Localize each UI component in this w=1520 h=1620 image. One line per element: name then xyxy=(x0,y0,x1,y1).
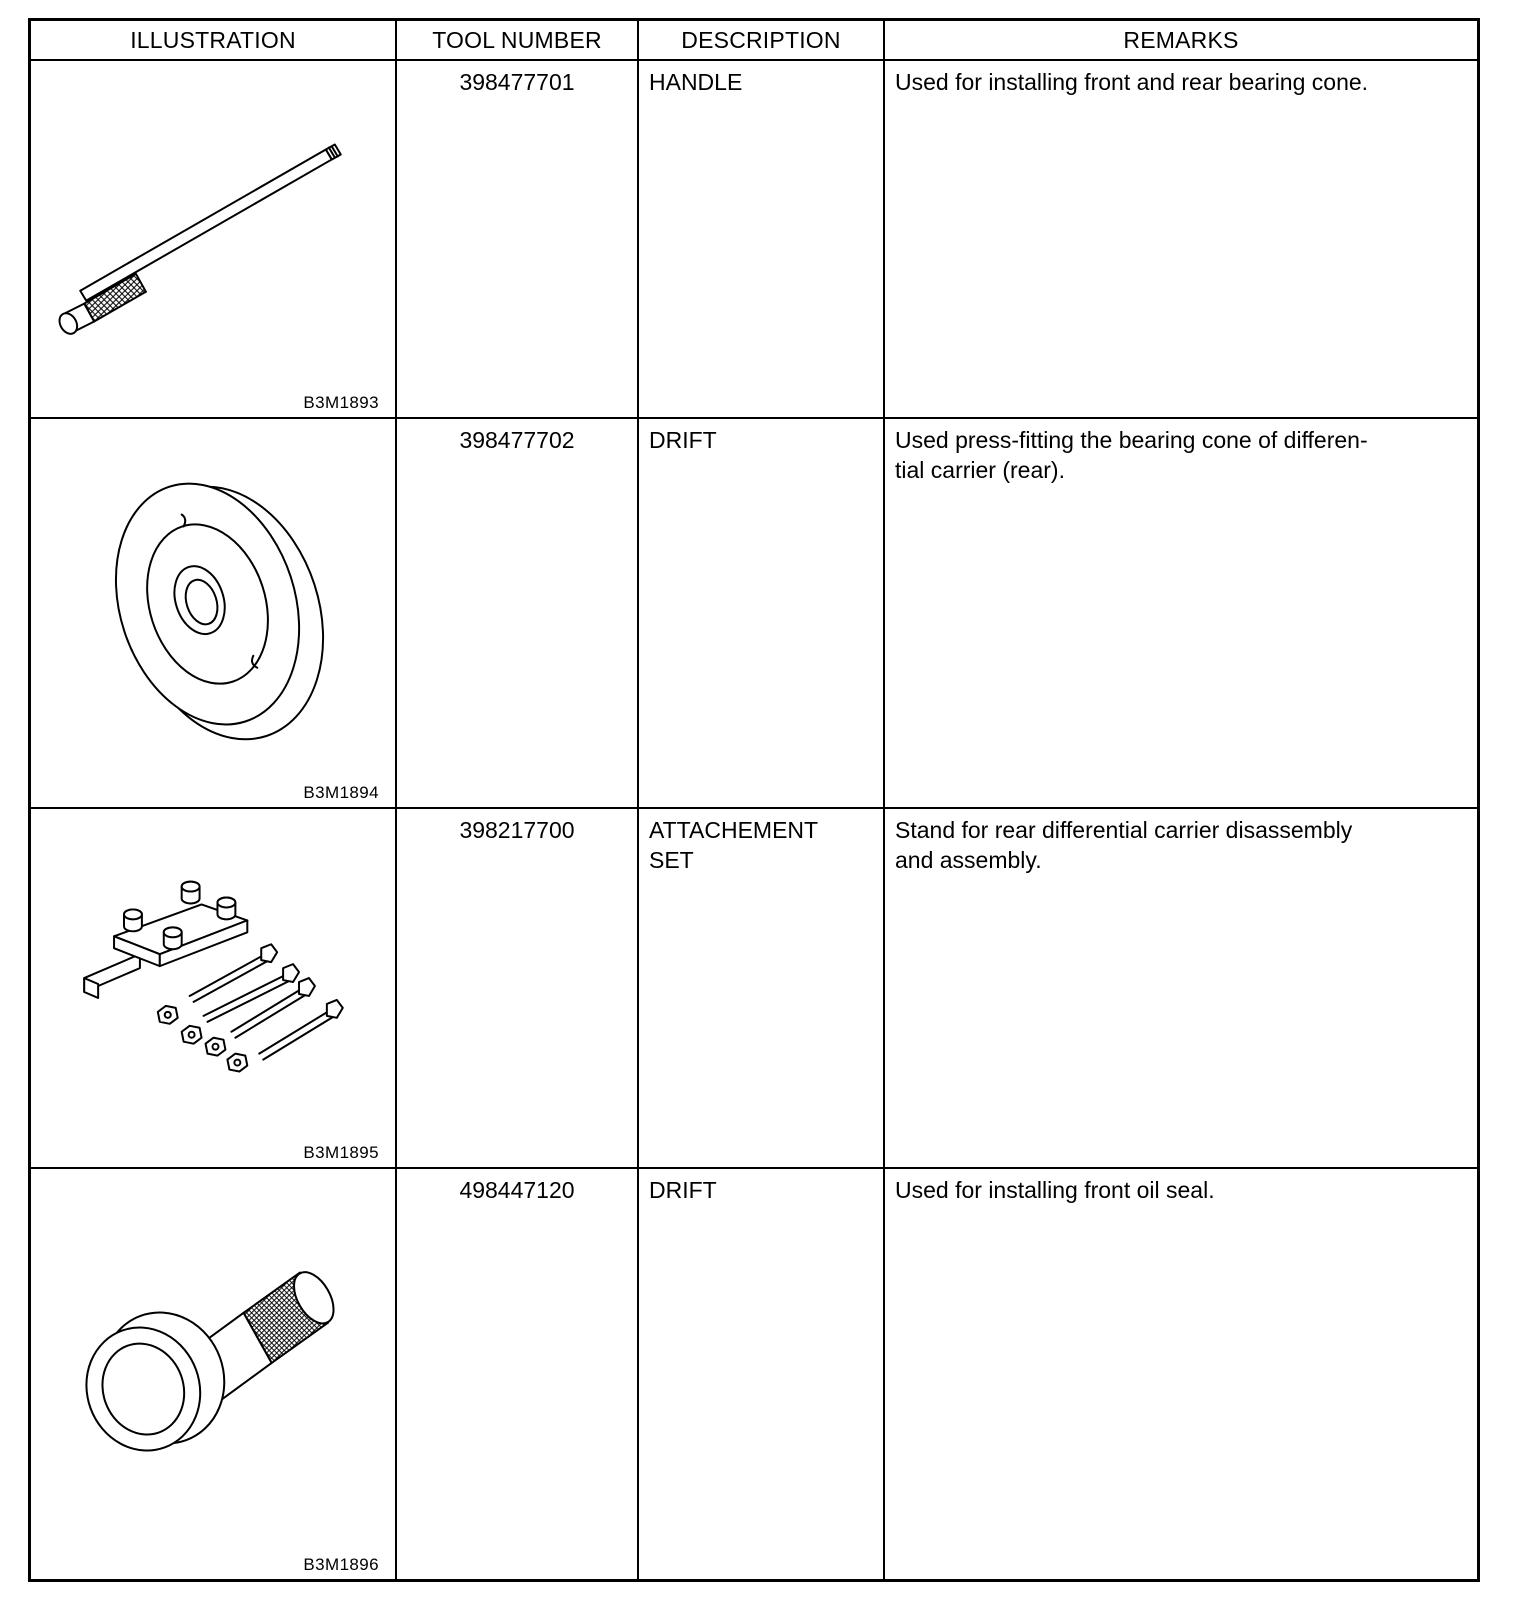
header-illustration: ILLUSTRATION xyxy=(31,21,396,60)
tool-number-cell xyxy=(396,418,638,808)
description-cell xyxy=(638,418,884,808)
illustration-cell xyxy=(31,808,396,1168)
oil-seal-drift-icon xyxy=(31,1169,395,1579)
illustration-code: B3M1896 xyxy=(303,1555,379,1574)
table-header-row xyxy=(31,21,1477,60)
table-row xyxy=(31,418,1477,808)
description-cell xyxy=(638,1168,884,1579)
special-tools-table xyxy=(31,21,1477,1579)
special-tools-sheet xyxy=(28,18,1480,1582)
illustration-cell xyxy=(31,418,396,808)
tool-number-cell xyxy=(396,808,638,1168)
illustration-code: B3M1895 xyxy=(303,1143,379,1162)
tool-number: 398217700 xyxy=(459,817,575,843)
remarks-cell xyxy=(884,60,1477,418)
remarks-cell xyxy=(884,808,1477,1168)
tool-number: 498447120 xyxy=(459,1177,575,1203)
description-line: SET xyxy=(649,847,694,873)
header-remarks: REMARKS xyxy=(884,21,1477,60)
tool-number: 398477701 xyxy=(459,69,575,95)
remarks-cell xyxy=(884,1168,1477,1579)
table-row xyxy=(31,60,1477,418)
description-cell xyxy=(638,60,884,418)
tool-number-cell xyxy=(396,1168,638,1579)
drift-disc-icon xyxy=(31,419,395,807)
table-row xyxy=(31,1168,1477,1579)
illustration-cell xyxy=(31,1168,396,1579)
handle-tool-icon xyxy=(31,61,395,417)
illustration-cell xyxy=(31,60,396,418)
illustration-code: B3M1894 xyxy=(303,783,379,802)
remarks-cell xyxy=(884,418,1477,808)
header-description: DESCRIPTION xyxy=(638,21,884,60)
illustration-code: B3M1893 xyxy=(303,393,379,412)
description: HANDLE xyxy=(649,69,743,95)
tool-number-cell xyxy=(396,60,638,418)
remarks: Used for installing front and rear bearing cone. xyxy=(895,69,1369,95)
attachment-set-icon xyxy=(31,809,395,1167)
description-line: ATTACHEMENT xyxy=(649,817,819,843)
description: DRIFT xyxy=(649,1177,717,1203)
remarks-line: and assembly. xyxy=(895,847,1042,873)
remarks: Used for installing front oil seal. xyxy=(895,1177,1215,1203)
description: DRIFT xyxy=(649,427,717,453)
remarks-line: Stand for rear differential carrier disassembly xyxy=(895,817,1353,843)
description-cell xyxy=(638,808,884,1168)
table-row xyxy=(31,808,1477,1168)
remarks-line: Used press-fitting the bearing cone of differen- xyxy=(895,427,1368,453)
tool-number: 398477702 xyxy=(459,427,575,453)
header-tool-number: TOOL NUMBER xyxy=(396,21,638,60)
remarks-line: tial carrier (rear). xyxy=(895,457,1065,483)
